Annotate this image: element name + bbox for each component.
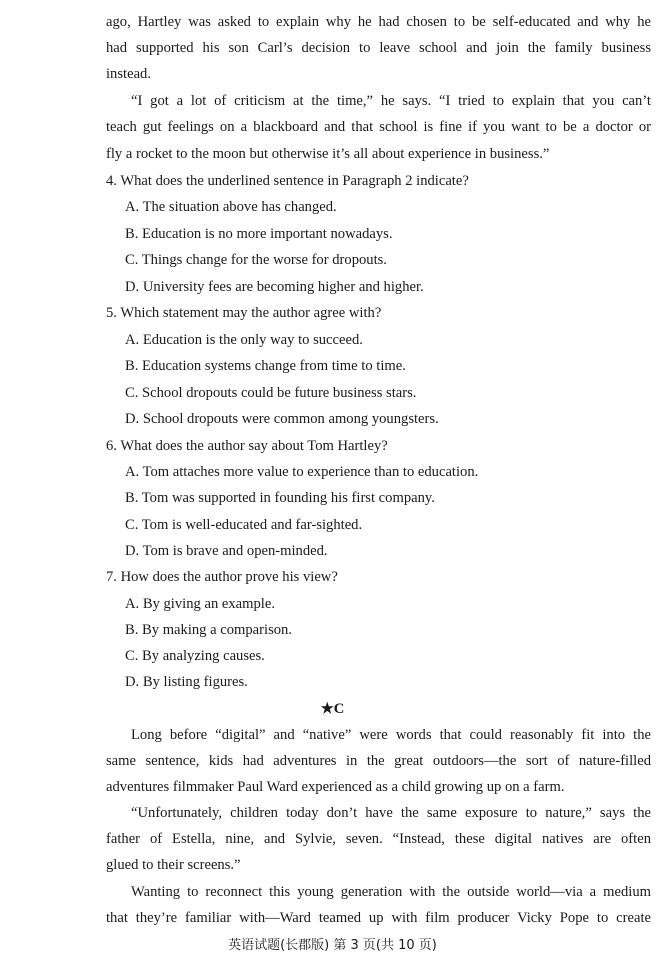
question-4-option-a: A. The situation above has changed. — [125, 199, 337, 215]
question-4-option-b: B. Education is no more important nowadays. — [125, 226, 393, 242]
question-5-option-c: C. School dropouts could be future business stars. — [125, 385, 417, 401]
question-7-option-c: C. By analyzing causes. — [125, 648, 265, 664]
passage-line: fly a rocket to the moon but otherwise it’s all about experience in business.” — [106, 146, 550, 162]
passage-line: adventures filmmaker Paul Ward experienced as a child growing up on a farm. — [106, 779, 565, 795]
question-4-option-c: C. Things change for the worse for dropouts. — [125, 252, 387, 268]
passage-line: instead. — [106, 66, 151, 82]
section-heading: ★C — [320, 701, 345, 717]
question-5-option-d: D. School dropouts were common among youngsters. — [125, 411, 439, 427]
question-7-option-a: A. By giving an example. — [125, 596, 275, 612]
passage-line: “Unfortunately, children today don’t have the same exposure to nature,” says the — [131, 805, 651, 821]
question-stem-6: 6. What does the author say about Tom Hartley? — [106, 438, 388, 454]
question-4-option-d: D. University fees are becoming higher and higher. — [125, 279, 424, 295]
passage-line: “I got a lot of criticism at the time,” he says. “I tried to explain that you can’t — [131, 93, 651, 109]
question-6-option-c: C. Tom is well-educated and far-sighted. — [125, 517, 363, 533]
question-stem-4: 4. What does the underlined sentence in Paragraph 2 indicate? — [106, 173, 469, 189]
question-6-option-d: D. Tom is brave and open-minded. — [125, 543, 328, 559]
passage-line: Long before “digital” and “native” were words that could reasonably fit into the — [131, 727, 651, 743]
question-6-option-b: B. Tom was supported in founding his first company. — [125, 490, 435, 506]
passage-line: that they’re familiar with—Ward teamed up with film producer Vicky Pope to create — [106, 910, 651, 926]
passage-line: Wanting to reconnect this young generation with the outside world—via a medium — [131, 884, 651, 900]
question-5-option-b: B. Education systems change from time to time. — [125, 358, 406, 374]
page-footer: 英语试题(长郡版) 第 3 页(共 10 页) — [228, 938, 437, 953]
passage-line: glued to their screens.” — [106, 857, 241, 873]
question-5-option-a: A. Education is the only way to succeed. — [125, 332, 363, 348]
question-stem-7: 7. How does the author prove his view? — [106, 569, 338, 585]
passage-line: ago, Hartley was asked to explain why he had chosen to be self-educated and why he — [106, 14, 651, 30]
passage-line: same sentence, kids had adventures in the great outdoors—the sort of nature-filled — [106, 753, 651, 769]
question-7-option-d: D. By listing figures. — [125, 674, 248, 690]
passage-line: teach gut feelings on a blackboard and that school is fine if you want to be a doctor or — [106, 119, 651, 135]
passage-line: had supported his son Carl’s decision to leave school and join the family business — [106, 40, 651, 56]
passage-line: father of Estella, nine, and Sylvie, seven. “Instead, these digital natives are often — [106, 831, 651, 847]
question-stem-5: 5. Which statement may the author agree with? — [106, 305, 382, 321]
question-7-option-b: B. By making a comparison. — [125, 622, 292, 638]
question-6-option-a: A. Tom attaches more value to experience than to education. — [125, 464, 479, 480]
